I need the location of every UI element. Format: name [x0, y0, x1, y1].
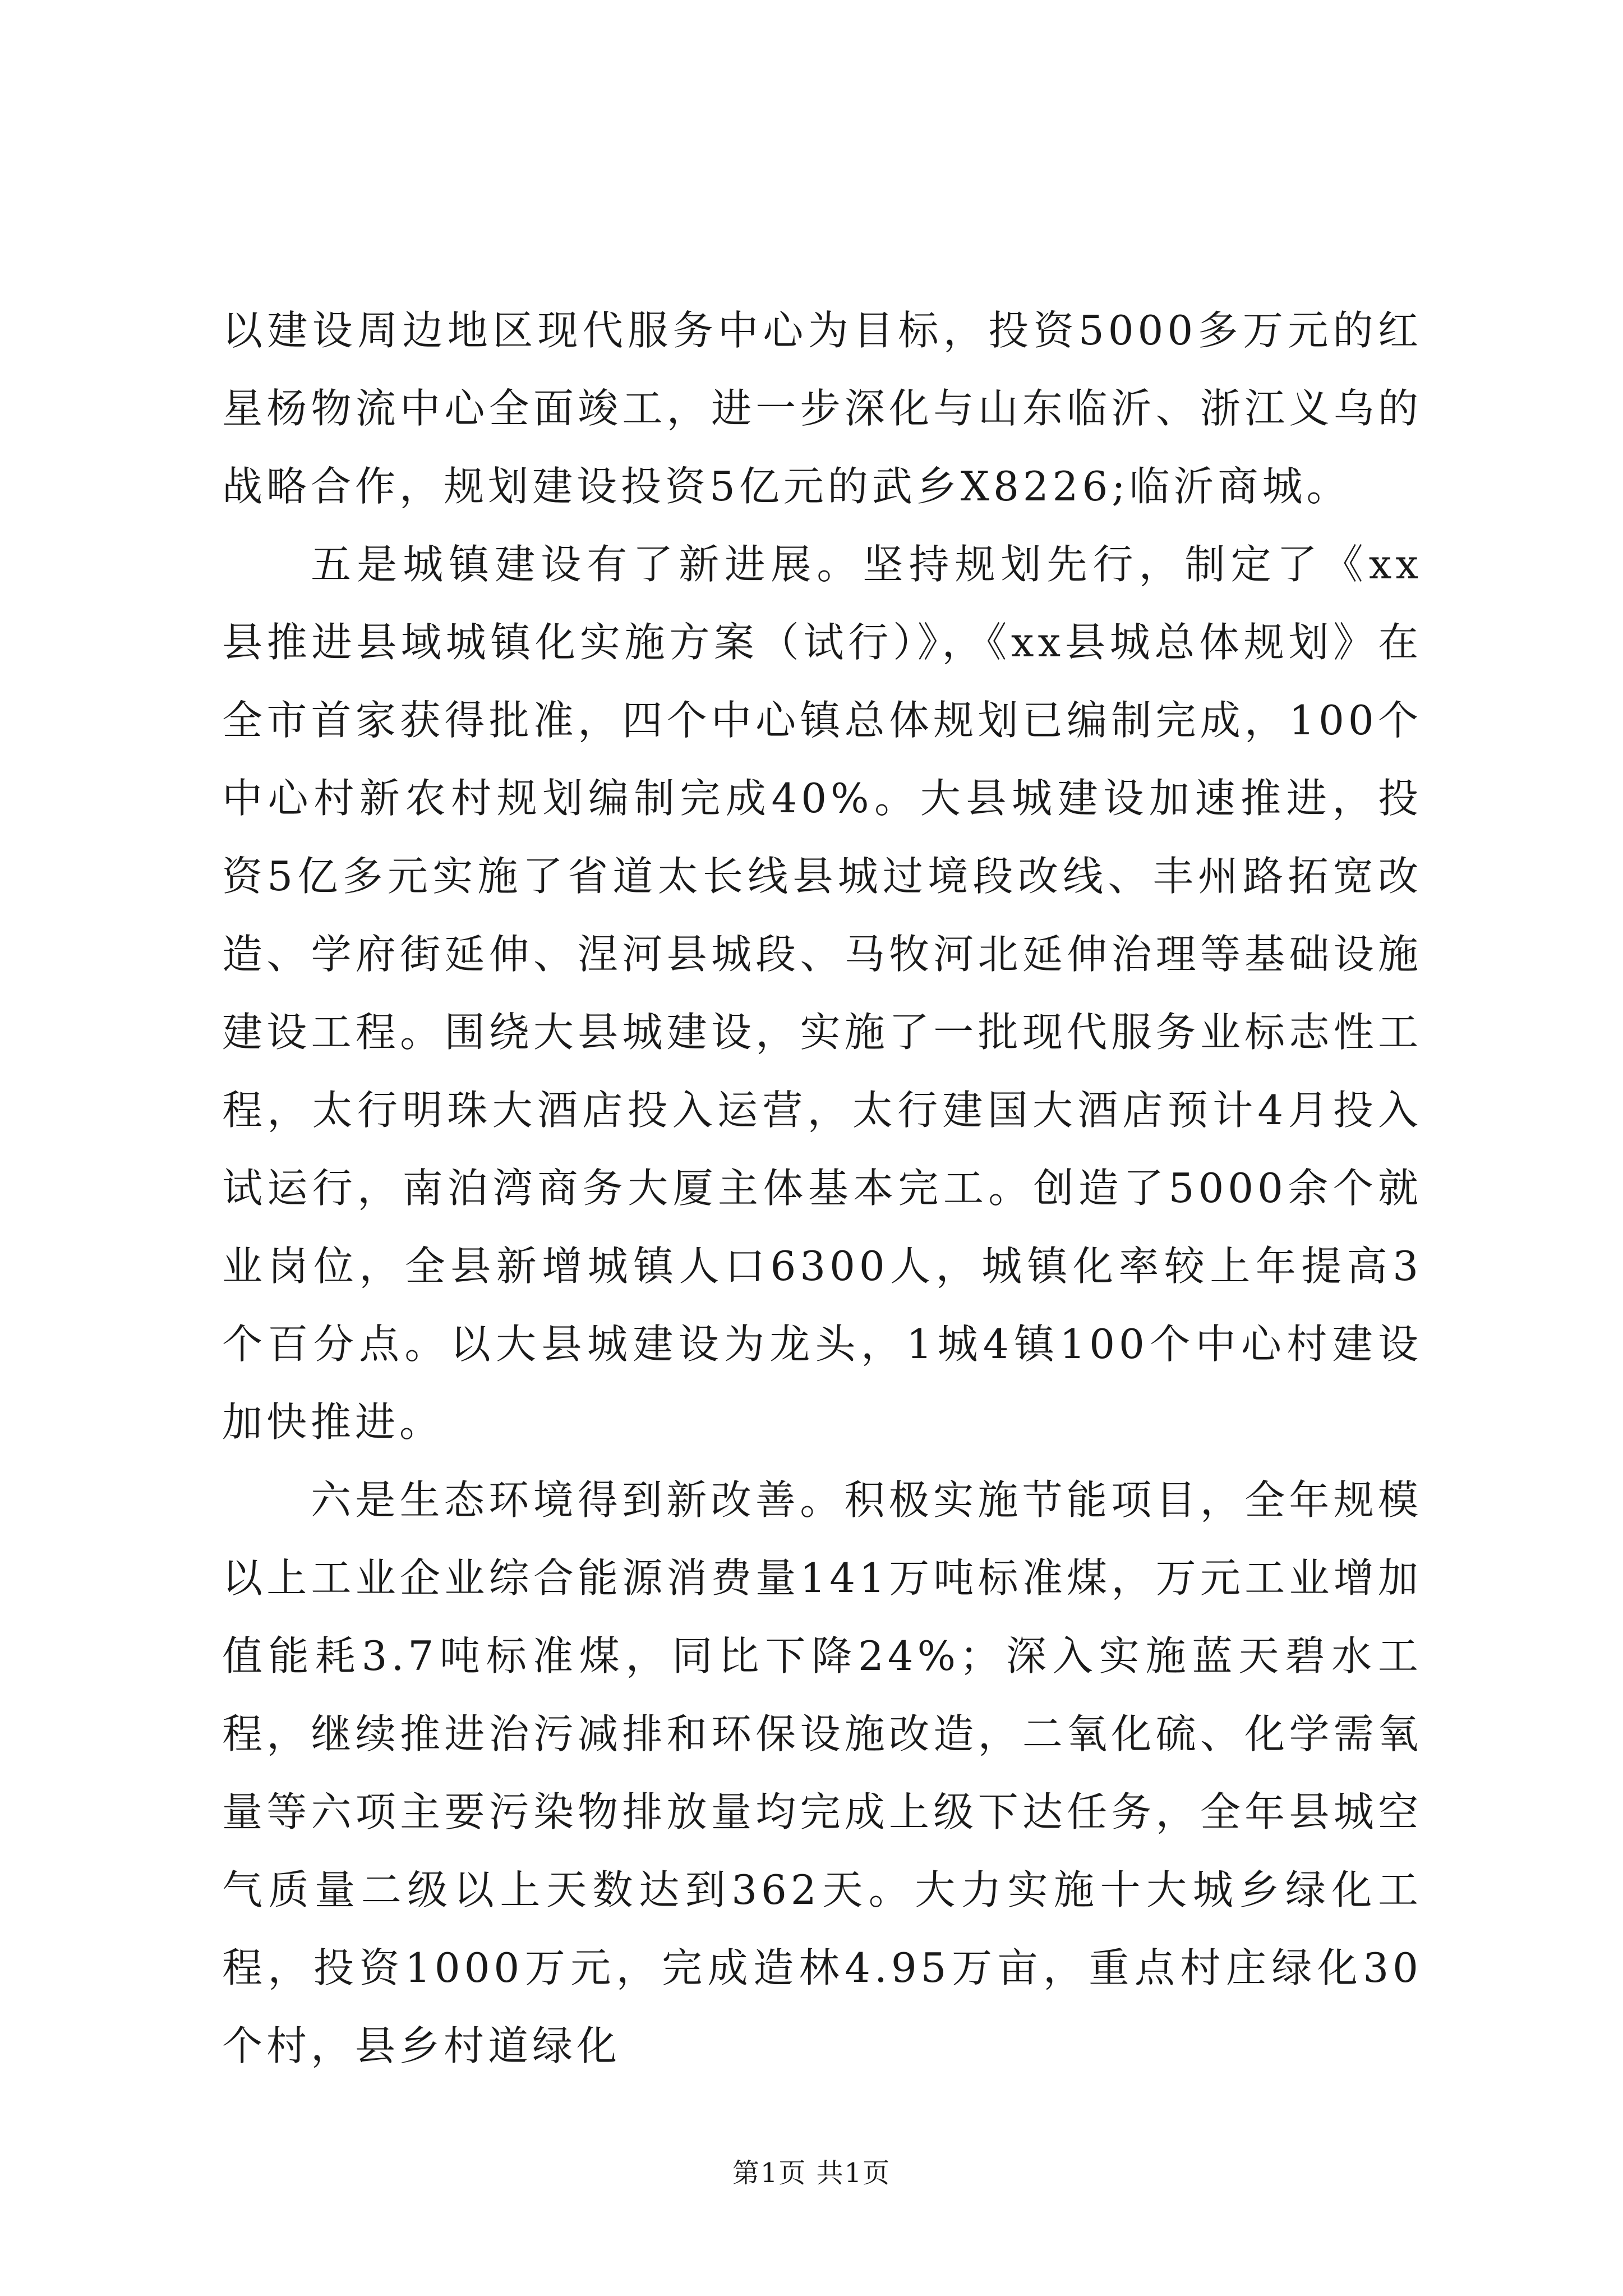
- paragraph-3: 六是生态环境得到新改善。积极实施节能项目，全年规模以上工业企业综合能源消费量141万吨标准煤，万元工业增加值能耗3.7吨标准煤，同比下降24%；深入实施蓝天碧水工程，继续推进治污减排和环保设施改造，二氧化硫、化学需氧量等六项主要污染物排放量均完成上级下达任务，全年县城空气质量二级以上天数达到362天。大力实施十大城乡绿化工程，投资1000万元，完成造林4.95万亩，重点村庄绿化30个村，县乡村道绿化: [222, 1476, 1422, 2069]
- paragraph-2: 五是城镇建设有了新进展。坚持规划先行，制定了《xx县推进县域城镇化实施方案（试行）》，《xx县城总体规划》在全市首家获得批准，四个中心镇总体规划已编制完成，100个中心村新农村规划编制完成40%。大县城建设加速推进，投资5亿多元实施了省道太长线县城过境段改线、丰州路拓宽改造、学府街延伸、涅河县城段、马牧河北延伸治理等基础设施建设工程。围绕大县城建设，实施了一批现代服务业标志性工程，太行明珠大酒店投入运营，太行建国大酒店预计4月投入试运行，南泊湾商务大厦主体基本完工。创造了5000余个就业岗位，全县新增城镇人口6300人，城镇化率较上年提高3个百分点。以大县城建设为龙头，1城4镇100个中心村建设加快推进。: [222, 541, 1422, 1446]
- document-body: [222, 292, 1422, 2085]
- paragraph-1: 以建设周边地区现代服务中心为目标，投资5000多万元的红星杨物流中心全面竣工，进一步深化与山东临沂、浙江义乌的战略合作，规划建设投资5亿元的武乡X8226;临沂商城。: [222, 307, 1422, 510]
- page-footer: 第1页 共1页: [732, 2157, 891, 2189]
